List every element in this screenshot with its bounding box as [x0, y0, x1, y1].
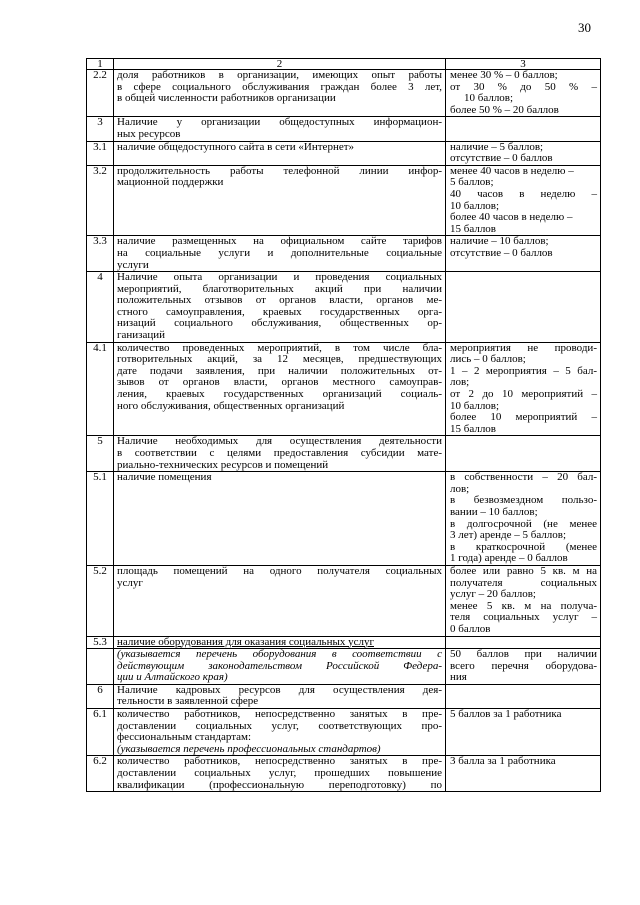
description-line: количество работников, непосредственно занятых в пре- — [117, 755, 442, 768]
description-line: риально-технических ресурсов и помещений — [117, 459, 329, 471]
description-line: площадь помещений на одного получателя социальных — [117, 564, 442, 577]
row-description — [114, 165, 446, 236]
row-number — [87, 649, 114, 685]
description-line: (указывается перечень профессиональных стандартов) — [117, 743, 381, 755]
score-line: отсутствие – 0 баллов — [450, 153, 553, 165]
row-number: 5.1 — [87, 472, 114, 566]
table-row — [87, 70, 601, 117]
score-line: лов; — [450, 483, 470, 495]
description-line: положительных отзывов от органов власти, органов ме- — [117, 294, 442, 307]
description-line: Наличие опыта организации и проведения социальных — [117, 271, 442, 284]
table-row — [87, 117, 601, 141]
row-description — [114, 436, 446, 472]
score-line: наличие – 10 баллов; — [450, 236, 549, 248]
row-description — [114, 649, 446, 685]
score-line: теля социальных услуг – — [450, 611, 597, 624]
score-line: всего перечня оборудова- — [450, 659, 597, 672]
row-number: 3 — [87, 117, 114, 141]
score-line: от 2 до 10 мероприятий – — [450, 388, 597, 401]
description-line: тельности в заявленной сфере — [117, 696, 259, 708]
description-line: наличие помещения — [117, 472, 212, 484]
score-line: услуг – 20 баллов; — [450, 589, 536, 601]
criteria-table — [86, 58, 601, 792]
row-description — [114, 709, 446, 756]
description-line: Наличие необходимых для осуществления деятельности — [117, 435, 442, 448]
description-line: ления, краевых государственных организаций социаль- — [117, 388, 442, 401]
score-line: более или равно 5 кв. м на — [450, 564, 597, 577]
row-number: 6.1 — [87, 709, 114, 756]
score-line: 0 баллов — [450, 623, 491, 635]
row-number: 2.2 — [87, 70, 114, 117]
description-line: доставлении социальных услуг, прошедших повышение — [117, 767, 442, 780]
score-line: в собственности – 20 бал- — [450, 471, 597, 484]
row-description — [114, 141, 446, 165]
row-score — [446, 636, 601, 649]
score-line: ния — [450, 672, 467, 684]
table-row — [87, 649, 601, 685]
description-line: количество проведенных мероприятий, в том числе бла- — [117, 341, 442, 354]
score-line: наличие – 5 баллов; — [450, 141, 544, 153]
description-line: готворительных акций, за 12 месяцев, предшествующих — [117, 353, 442, 366]
table-row — [87, 472, 601, 566]
description-line: ции и Алтайского края) — [117, 672, 228, 684]
description-line: Наличие у организации общедоступных информацион- — [117, 116, 442, 129]
table-row — [87, 141, 601, 165]
description-line: в сфере социального обслуживания граждан более 3 лет, — [117, 80, 442, 93]
description-line: доля работников в организации, имеющих опыт работы — [117, 69, 442, 81]
score-line: 5 баллов за 1 работника — [450, 709, 562, 721]
score-line: менее 30 % – 0 баллов; — [450, 70, 558, 81]
row-description — [114, 70, 446, 117]
row-description — [114, 565, 446, 636]
score-line: 3 лет) аренде – 5 баллов; — [450, 530, 567, 542]
score-line: лов; — [450, 377, 470, 389]
row-number: 3.2 — [87, 165, 114, 236]
row-score — [446, 236, 601, 272]
row-number: 3.3 — [87, 236, 114, 272]
row-number: 4.1 — [87, 342, 114, 436]
score-line: 10 баллов; — [450, 400, 500, 412]
description-line: наличие размещенных на официальном сайте тарифов — [117, 235, 442, 248]
row-score — [446, 684, 601, 708]
description-line: стного самоуправления, краевых государственных орга- — [117, 305, 442, 318]
row-description — [114, 272, 446, 343]
description-line: низаций социального обслуживания, общественных ор- — [117, 317, 442, 330]
description-line: в общей численности работников организации — [117, 93, 336, 105]
column-number-header: 1 — [87, 59, 114, 70]
score-line: 15 баллов — [450, 423, 496, 435]
description-line: доставлении социальных услуг, соответствующих про- — [117, 719, 442, 732]
table-row — [87, 684, 601, 708]
score-line: получателя социальных — [450, 576, 597, 589]
description-line: дате подачи заявления, при наличии положительных от- — [117, 364, 442, 377]
table-row — [87, 636, 601, 649]
description-line: мероприятий, благотворительных акций при наличии — [117, 282, 442, 295]
score-line: в долгосрочной (не менее — [450, 517, 597, 530]
table-row — [87, 342, 601, 436]
description-line: (указывается перечень оборудования в соответствии с — [117, 648, 442, 661]
row-number: 4 — [87, 272, 114, 343]
score-line: 1 года) аренде – 0 баллов — [450, 553, 568, 565]
score-line: более 40 часов в неделю – — [450, 212, 573, 224]
description-line: ного обслуживания, общественных организаций — [117, 400, 345, 412]
row-score — [446, 436, 601, 472]
score-line: 1 – 2 мероприятия – 5 бал- — [450, 364, 597, 377]
table-row — [87, 272, 601, 343]
row-description — [114, 117, 446, 141]
row-score — [446, 272, 601, 343]
row-description — [114, 236, 446, 272]
row-score — [446, 165, 601, 236]
table-row — [87, 709, 601, 756]
score-line: лись – 0 баллов; — [450, 354, 526, 366]
description-line: наличие оборудования для оказания социальных услуг — [117, 636, 374, 648]
description-line: услуг — [117, 577, 143, 589]
row-score — [446, 649, 601, 685]
row-score — [446, 709, 601, 756]
row-score — [446, 756, 601, 792]
row-description — [114, 342, 446, 436]
row-number: 5 — [87, 436, 114, 472]
description-line: мационной поддержки — [117, 177, 224, 189]
score-line: менее 40 часов в неделю – — [450, 165, 574, 177]
row-score — [446, 342, 601, 436]
score-line: 50 баллов при наличии — [450, 648, 597, 661]
table-row — [87, 565, 601, 636]
description-line: на социальные услуги и дополнительные социальные — [117, 246, 442, 259]
description-line: ганизаций — [117, 330, 166, 342]
row-description — [114, 684, 446, 708]
score-line: 10 баллов; — [464, 93, 514, 105]
score-line: 10 баллов; — [450, 200, 500, 212]
description-line: действующим законодательством Российской Федера- — [117, 659, 442, 672]
column-score-header: 3 — [446, 59, 601, 70]
description-line: услуги — [117, 259, 149, 271]
score-line: 40 часов в неделю – — [450, 187, 597, 200]
row-score — [446, 565, 601, 636]
score-line: менее 5 кв. м на получа- — [450, 599, 597, 612]
description-line: продолжительность работы телефонной линии инфор- — [117, 164, 442, 177]
page-number: 30 — [578, 20, 591, 35]
score-line: более 10 мероприятий – — [450, 411, 597, 424]
score-line: более 50 % – 20 баллов — [450, 104, 559, 116]
score-line: вании – 10 баллов; — [450, 506, 538, 518]
row-number: 5.2 — [87, 565, 114, 636]
score-line: 15 баллов — [450, 223, 496, 235]
description-line: количество работников, непосредственно занятых в пре- — [117, 708, 442, 721]
description-line: Наличие кадровых ресурсов для осуществления дея- — [117, 683, 442, 696]
row-score — [446, 472, 601, 566]
row-number: 6 — [87, 684, 114, 708]
description-line: зывов от органов власти, органов местного самоуправ- — [117, 376, 442, 389]
score-line: в краткосрочной (менее — [450, 540, 597, 553]
description-line: в соответствии с целями предоставления субсидии мате- — [117, 447, 442, 459]
description-line: ных ресурсов — [117, 128, 181, 140]
row-score — [446, 117, 601, 141]
row-number: 3.1 — [87, 141, 114, 165]
score-line: мероприятия не проводи- — [450, 341, 597, 354]
table-row — [87, 756, 601, 792]
row-description — [114, 636, 446, 649]
row-description — [114, 472, 446, 566]
row-score — [446, 70, 601, 117]
row-number: 5.3 — [87, 636, 114, 649]
row-number: 6.2 — [87, 756, 114, 792]
score-line: отсутствие – 0 баллов — [450, 247, 553, 259]
row-description — [114, 756, 446, 792]
row-score — [446, 141, 601, 165]
table-row — [87, 165, 601, 236]
table-header-row — [87, 59, 601, 70]
description-line: фессиональным стандартам: — [117, 732, 252, 744]
score-line: в безвозмездном пользо- — [450, 494, 597, 507]
description-line: квалификации (профессиональную переподготовку) по — [117, 778, 442, 791]
description-line: наличие общедоступного сайта в сети «Интернет» — [117, 141, 355, 153]
table-row — [87, 236, 601, 272]
column-description-header: 2 — [114, 59, 446, 70]
score-line: 3 балла за 1 работника — [450, 756, 556, 768]
score-line: от 30 % до 50 % – — [450, 80, 597, 93]
table-row — [87, 436, 601, 472]
score-line: 5 баллов; — [450, 177, 494, 189]
